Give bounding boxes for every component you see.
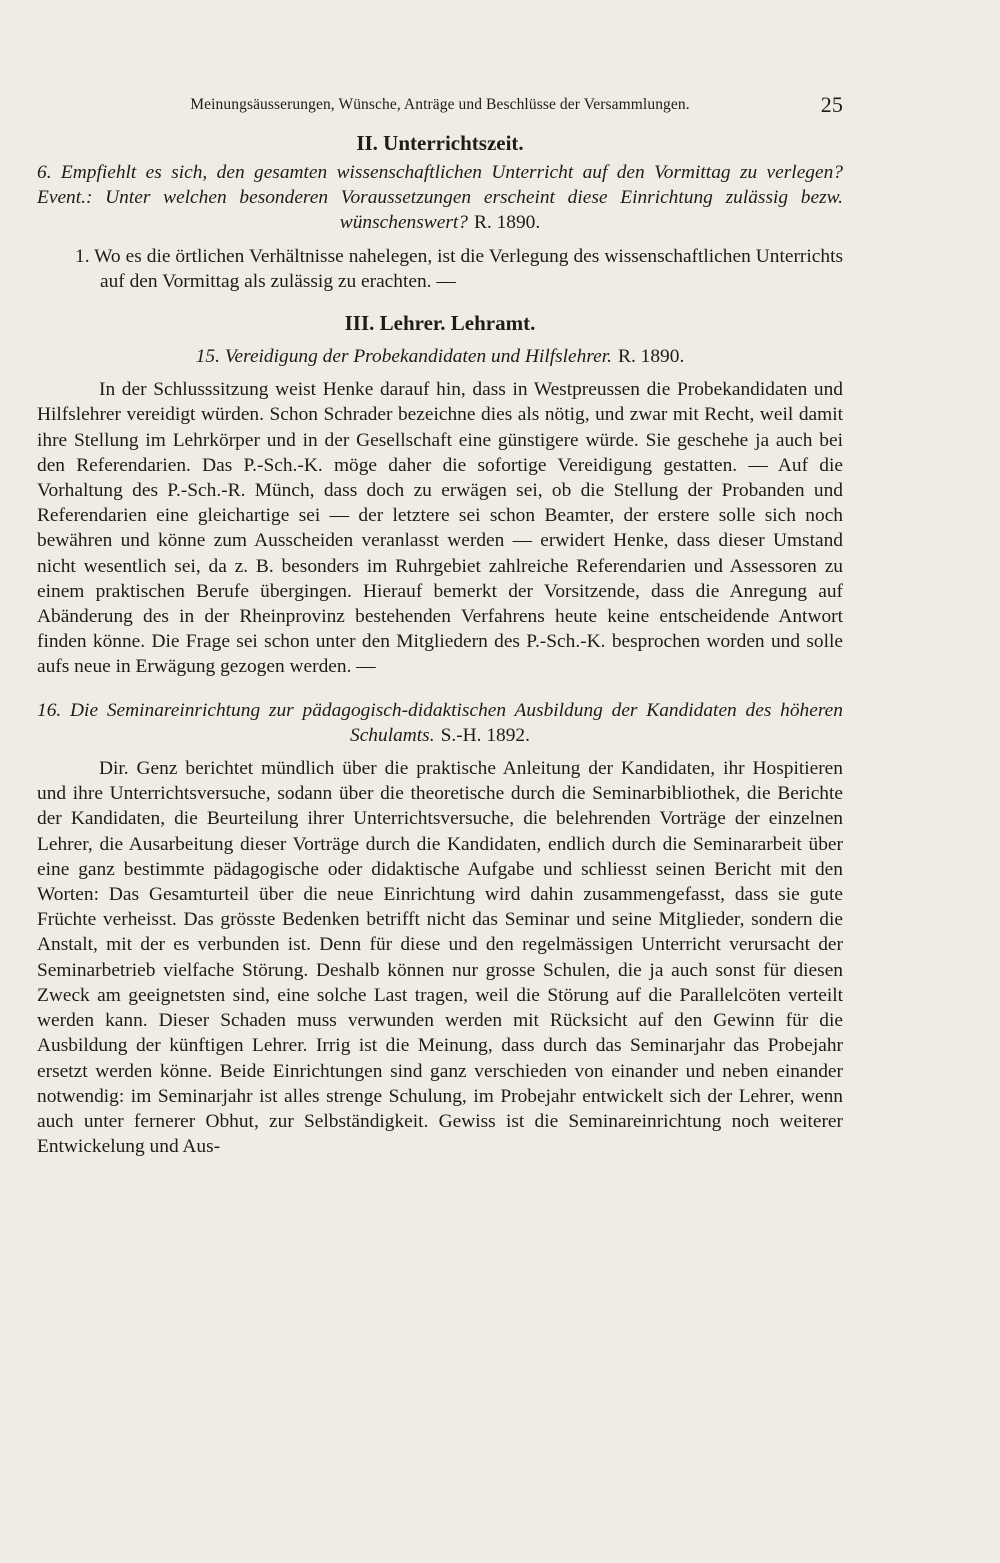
question-source: R. 1890. bbox=[473, 212, 541, 234]
question-text: Vereidigung der Probekandidaten und Hilfslehrer. bbox=[224, 346, 613, 368]
document-page bbox=[37, 88, 843, 1159]
question-text: Empfiehlt es sich, den gesamten wissenschaftlichen Unterricht auf den Vormittag zu verlegen? Event.: Unter welchen besonderen Voraussetzungen erscheint diese Einrichtung zulässig bezw. wünschenswert? bbox=[37, 162, 843, 234]
paragraph-15: In der Schlusssitzung weist Henke darauf hin, dass in Westpreussen die Probekandidaten und Hilfslehrer vereidigt würden. Schon Schrader bezeichne dies als nötig, und zwar mit Recht, weil damit ihre Stellung im Lehrkörper und in der Gesellschaft eine günstigere würde. Sie geschehe ja auch bei den Referendarien. Das P.-Sch.-K. möge daher die sofortige Vereidigung gestatten. — Auf die Vorhaltung des P.-Sch.-R. Münch, dass doch zu erwägen sei, ob die Stellung der Probanden und Referendarien eine gleichartige sei — der letztere sei schon Beamter, der erstere solle sich noch bewähren und könne zum Ausscheiden veranlasst werden — erwidert Henke, dass dieser Umstand nicht wesentlich sei, da z. B. besonders im Ruhrgebiet zahlreiche Referendarien und Assessoren zu einem praktischen Berufe übergingen. Hierauf bemerkt der Vorsitzende, dass die Anregung auf Abänderung des in der Rheinprovinz bestehenden Verfahrens heute keine entscheidende Antwort finden könne. Die Frage sei schon unter den Mitgliedern des P.-Sch.-K. besprochen worden und solle aufs neue in Erwägung gezogen werden. — bbox=[37, 379, 843, 678]
question-number: 6. bbox=[37, 162, 52, 183]
resolution-1: 1. Wo es die örtlichen Verhältnisse nahelegen, ist die Verlegung des wissenschaftlichen Unterrichts auf den Vormittag als zulässig zu erachten. — bbox=[75, 245, 843, 292]
running-head bbox=[37, 88, 843, 122]
running-head-title: Meinungsäusserungen, Wünsche, Anträge und Beschlüsse der Versammlungen. bbox=[190, 96, 690, 113]
question-number: 16. bbox=[37, 699, 62, 721]
section-heading-unterrichtszeit: II. Unterrichtszeit. bbox=[356, 131, 524, 155]
question-source: R. 1890. bbox=[618, 346, 685, 368]
section-heading-lehrer: III. Lehrer. Lehramt. bbox=[344, 311, 536, 336]
question-text: Die Seminareinrichtung zur pädagogisch-didaktischen Ausbildung der Kandidaten des höheren Schulamts. bbox=[70, 699, 843, 746]
question-16 bbox=[37, 698, 843, 748]
question-6 bbox=[37, 160, 843, 236]
question-15 bbox=[37, 344, 843, 369]
paragraph-16: Dir. Genz berichtet mündlich über die praktische Anleitung der Kandidaten, ihr Hospitieren und ihre Unterrichtsversuche, sodann über die theoretische durch die Seminarbibliothek, die Berichte der Kandidaten, die Beurteilung ihrer Unterrichtsversuche, die belehrenden Vorträge der einzelnen Lehrer, die Ausarbeitung dieser Vorträge durch die Kandidaten, endlich durch die Seminararbeit über eine ganz bestimmte pädagogische oder didaktische Aufgabe und schliesst seinen Bericht mit den Worten: Das Gesamturteil über die neue Einrichtung wird dahin zusammengefasst, dass sie gute Früchte verheisst. Das grösste Bedenken betrifft nicht das Seminar und seine Mitglieder, sondern die Anstalt, mit der es verbunden ist. Denn für diese und den regelmässigen Unterricht verursacht der Seminarbetrieb vielfache Störung. Deshalb können nur grosse Schulen, die ja auch sonst für diesen Zweck am geeignetsten sind, eine solche Last tragen, weil die Störung auf die Parallelcöten verteilt werden kann. Dieser Schaden muss verwunden werden mit Rücksicht auf den Gewinn für die Ausbildung der künftigen Lehrer. Irrig ist die Meinung, dass durch das Seminarjahr das Probejahr ersetzt werden könne. Beide Einrichtungen sind ganz verschieden von einander und neben einander notwendig: im Seminarjahr ist alles strenge Schulung, im Probejahr entwickelt sich der Lehrer, wenn auch unter fernerer Obhut, zur Selbständigkeit. Gewiss ist die Seminareinrichtung noch weiterer Entwickelung und Aus- bbox=[37, 758, 843, 1158]
page-number: 25 bbox=[820, 92, 843, 117]
question-number: 15. bbox=[195, 346, 220, 368]
question-source: S.-H. 1892. bbox=[440, 724, 530, 746]
